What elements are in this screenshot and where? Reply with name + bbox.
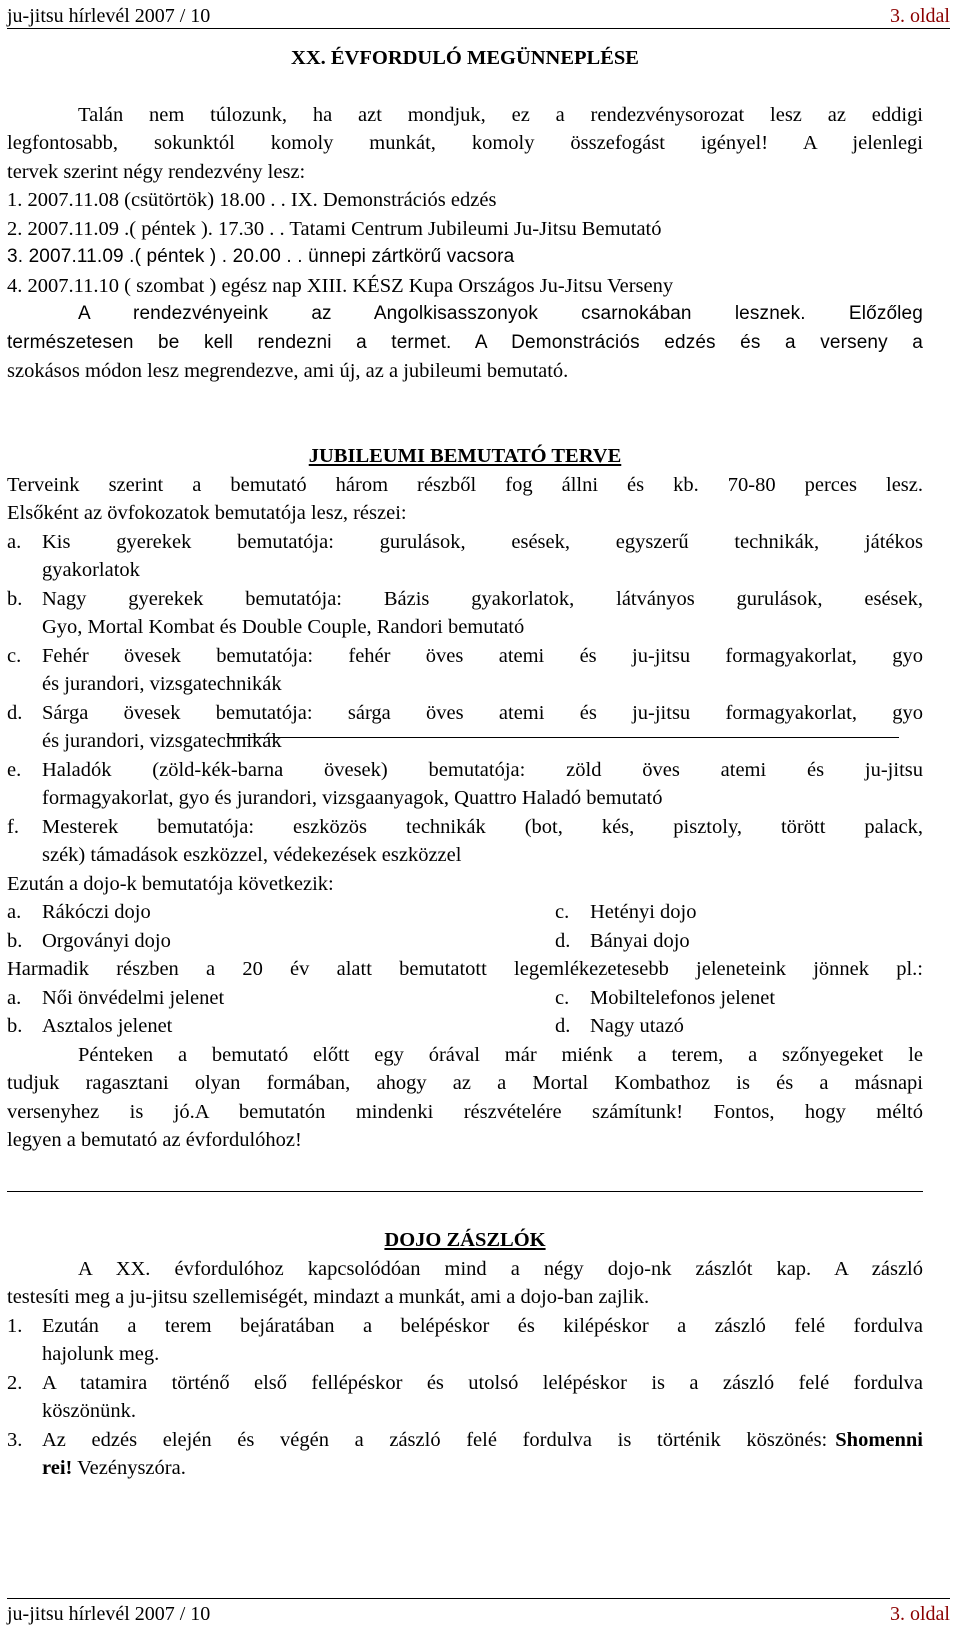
- list-item-line: hajolunk meg.: [42, 1343, 160, 1365]
- list-item-line: A tatamira történő első fellépéskor és utolsó lelépéskor is a zászló felé fordulva: [42, 1371, 923, 1394]
- footer-page-number: 3. oldal: [890, 1603, 950, 1625]
- list-item-line: Ezután a terem bejáratában a belépéskor és kilépéskor a zászló felé fordulva: [42, 1314, 923, 1337]
- flag-rule-3-line-1: [42, 1426, 923, 1455]
- list-item-line: Vezényszóra.: [72, 1457, 186, 1479]
- belt-item-c: [7, 642, 923, 699]
- list-item-line: Sárga övesek bemutatója: sárga öves atemi és ju-jitsu formagyakorlat, gyo: [42, 701, 923, 724]
- intro-line-3: tervek szerint négy rendezvény lesz:: [7, 160, 306, 183]
- dojo-name: Rákóczi dojo: [42, 901, 151, 923]
- section-divider-2: [7, 1191, 923, 1192]
- flag-rule-3: [7, 1426, 923, 1483]
- list-item-line: Kis gyerekek bemutatója: gurulások, esések, egyszerű technikák, játékos: [42, 530, 923, 553]
- list-marker: 3.: [7, 1428, 23, 1451]
- section-anniversary: [7, 44, 923, 386]
- list-item-line: gyakorlatok: [42, 559, 140, 581]
- intro-line-2: legfontosabb, sokunktól komoly munkát, komoly összefogást igényel! A jelenlegi: [7, 132, 923, 154]
- list-marker: e.: [7, 758, 22, 781]
- list-marker: a.: [7, 986, 22, 1009]
- list-marker: b.: [7, 587, 23, 610]
- closing-line-1: Pénteken a bemutató előtt egy órával már miénk a terem, a szőnyegeket le: [78, 1043, 923, 1066]
- event-1: 1. 2007.11.08 (csütörtök) 18.00 . . IX. Demonstrációs edzés: [7, 189, 497, 211]
- page-header: [7, 4, 950, 29]
- demo-plan-content: [7, 442, 923, 1155]
- demo-plan-line-2: Elsőként az övfokozatok bemutatója lesz, részei:: [7, 502, 407, 524]
- list-marker: 1.: [7, 1314, 23, 1337]
- section-title-anniversary: XX. ÉVFORDULÓ MEGÜNNEPLÉSE: [291, 47, 639, 69]
- list-marker: d.: [7, 701, 23, 724]
- flags-intro-line-2: testesíti meg a ju-jitsu szellemiségét, mindazt a munkát, ami a dojo-ban zajlik.: [7, 1286, 650, 1308]
- dojo-name: Hetényi dojo: [590, 901, 697, 923]
- scene-name: Női önvédelmi jelenet: [42, 986, 225, 1009]
- event-4: 4. 2007.11.10 ( szombat ) egész nap XIII. KÉSZ Kupa Országos Ju-Jitsu Verseny: [7, 274, 674, 297]
- list-marker: d.: [555, 929, 571, 952]
- list-marker: a.: [7, 530, 22, 553]
- belt-item-e: [7, 756, 923, 813]
- list-item-line: Mesterek bemutatója: eszközös technikák (bot, kés, pisztoly, törött palack,: [42, 815, 923, 838]
- section-dojo-flags: [7, 1226, 923, 1483]
- header-page-number: 3. oldal: [890, 5, 950, 27]
- flag-rule-1: [7, 1312, 923, 1369]
- belt-item-f: [7, 813, 923, 870]
- dojo-row-2: [7, 927, 923, 956]
- scene-name: Mobiltelefonos jelenet: [590, 986, 776, 1009]
- list-marker: c.: [555, 901, 570, 923]
- belt-item-b: [7, 585, 923, 642]
- belt-item-d: [7, 699, 923, 756]
- dojo-name: Bányai dojo: [590, 929, 690, 952]
- dojo-row-1: [7, 898, 923, 927]
- list-marker: c.: [7, 644, 22, 667]
- list-marker: f.: [7, 815, 19, 838]
- list-item-line: és jurandori, vizsgatechnikák: [42, 730, 282, 752]
- scene-row-2: [7, 1012, 923, 1041]
- list-marker: 2.: [7, 1371, 23, 1394]
- scene-name: Asztalos jelenet: [42, 1015, 173, 1037]
- scene-name: Nagy utazó: [590, 1015, 684, 1037]
- venue-line-1: A rendezvényeink az Angolkisasszonyok csarnokában lesznek. Előzőleg: [78, 303, 923, 324]
- list-marker: a.: [7, 901, 22, 923]
- flags-intro-line-1: A XX. évfordulóhoz kapcsolódóan mind a négy dojo-nk zászlót kap. A zászló: [78, 1257, 923, 1280]
- list-item-line: és jurandori, vizsgatechnikák: [42, 673, 282, 695]
- demo-plan-line-1: Terveink szerint a bemutató három részből fog állni és kb. 70-80 perces lesz.: [7, 473, 923, 496]
- list-marker: b.: [7, 929, 23, 952]
- section-title-dojo-flags: DOJO ZÁSZLÓK: [384, 1229, 546, 1251]
- closing-line-2: tudjuk ragasztani olyan formában, ahogy az a Mortal Kombathoz is és a másnapi: [7, 1072, 923, 1094]
- dojo-name: Orgoványi dojo: [42, 929, 171, 952]
- list-marker: c.: [555, 986, 570, 1009]
- closing-line-4: legyen a bemutató az évfordulóhoz!: [7, 1129, 302, 1151]
- belt-item-a: [7, 528, 923, 585]
- flag-rule-2: [7, 1369, 923, 1426]
- scenes-intro: Harmadik részben a 20 év alatt bemutatott legemlékezetesebb jeleneteink jönnek pl.:: [7, 958, 923, 980]
- intro-line-1: Talán nem túlozunk, ha azt mondjuk, ez a rendezvénysorozat lesz az eddigi: [78, 103, 923, 126]
- event-2: 2. 2007.11.09 .( péntek ). 17.30 . . Tatami Centrum Jubileumi Ju-Jitsu Bemutató: [7, 217, 662, 240]
- header-title: ju-jitsu hírlevél 2007 / 10: [7, 5, 211, 27]
- scene-row-1: [7, 984, 923, 1013]
- list-item-line: Haladók (zöld-kék-barna övesek) bemutatója: zöld öves atemi és ju-jitsu: [42, 758, 923, 781]
- list-item-line: Fehér övesek bemutatója: fehér öves atemi és ju-jitsu formagyakorlat, gyo: [42, 644, 923, 667]
- list-marker: d.: [555, 1015, 571, 1037]
- list-item-line: Gyo, Mortal Kombat és Double Couple, Randori bemutató: [42, 616, 525, 638]
- list-item-line: formagyakorlat, gyo és jurandori, vizsgaanyagok, Quattro Haladó bemutató: [42, 787, 663, 809]
- footer-title: ju-jitsu hírlevél 2007 / 10: [7, 1603, 211, 1625]
- closing-line-3: versenyhez is jó.A bemutatón mindenki részvételére számítunk! Fontos, hogy méltó: [7, 1100, 923, 1123]
- list-item-line: köszönünk.: [42, 1400, 136, 1422]
- venue-line-2: természetesen be kell rendezni a termet. A Demonstrációs edzés és a verseny a: [7, 331, 923, 353]
- command-word: Shomenni: [835, 1428, 923, 1451]
- list-marker: b.: [7, 1015, 23, 1037]
- page-footer: [7, 1598, 950, 1625]
- event-3: 3. 2007.11.09 .( péntek ) . 20.00 . . ünnepi zártkörű vacsora: [7, 246, 515, 267]
- venue-line-3: szokásos módon lesz megrendezve, ami új, az a jubileumi bemutató.: [7, 360, 569, 382]
- list-item-line: Nagy gyerekek bemutatója: Bázis gyakorlatok, látványos gurulások, esések,: [42, 587, 923, 610]
- flag-rule-3-line-2: [42, 1454, 923, 1483]
- section-title-demo-plan: JUBILEUMI BEMUTATÓ TERVE: [308, 445, 622, 467]
- list-item-line: Az edzés elején és végén a zászló felé fordulva is történik köszönés:: [42, 1428, 828, 1451]
- dojo-intro: Ezután a dojo-k bemutatója következik:: [7, 872, 334, 895]
- command-word: rei!: [42, 1457, 73, 1479]
- list-item-line: szék) támadások eszközzel, védekezések eszközzel: [42, 844, 462, 866]
